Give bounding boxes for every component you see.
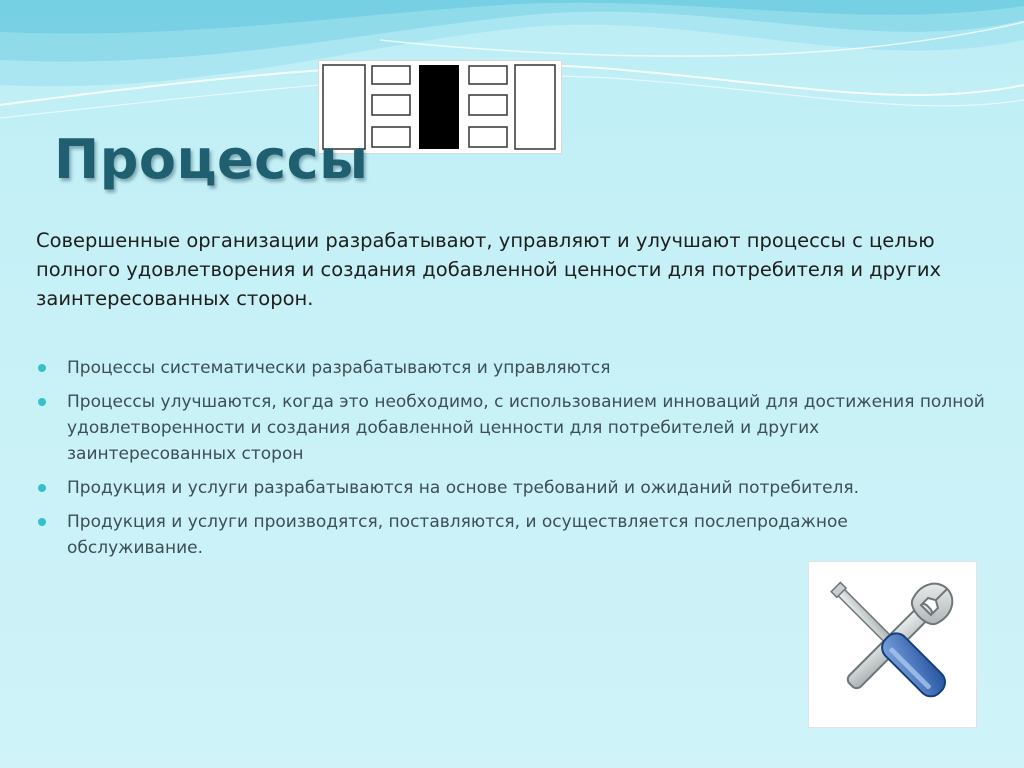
bullet-list: [36, 355, 986, 569]
bullet-text: Процессы улучшаются, когда это необходимо, с использованием инноваций для достижения полной удовлетворенности и создания добавленной ценности для потребителей и других заинтересованных сторон: [67, 392, 985, 464]
bullet-item: [36, 509, 986, 561]
bullet-item: [36, 355, 986, 381]
slide-title: Процессы: [54, 128, 369, 191]
bullet-dot-icon: [38, 484, 46, 492]
bullet-item: [36, 475, 986, 501]
wrench-screwdriver-icon: [809, 562, 976, 727]
intro-paragraph: Совершенные организации разрабатывают, управляют и улучшают процессы с целью полного удовлетворения и создания добавленной ценности для потребителя и других заинтересованных сторон.: [36, 229, 942, 310]
bullet-item: [36, 389, 986, 467]
bullet-text: Продукция и услуги производятся, поставляются, и осуществляется послепродажное обслуживание.: [67, 512, 848, 558]
tools-image: [808, 561, 977, 728]
bullet-text: Продукция и услуги разрабатываются на основе требований и ожиданий потребителя.: [67, 478, 860, 498]
bullet-dot-icon: [38, 364, 46, 372]
bullet-dot-icon: [38, 398, 46, 406]
bullet-text: Процессы систематически разрабатываются и управляются: [67, 358, 611, 378]
bullet-dot-icon: [38, 518, 46, 526]
